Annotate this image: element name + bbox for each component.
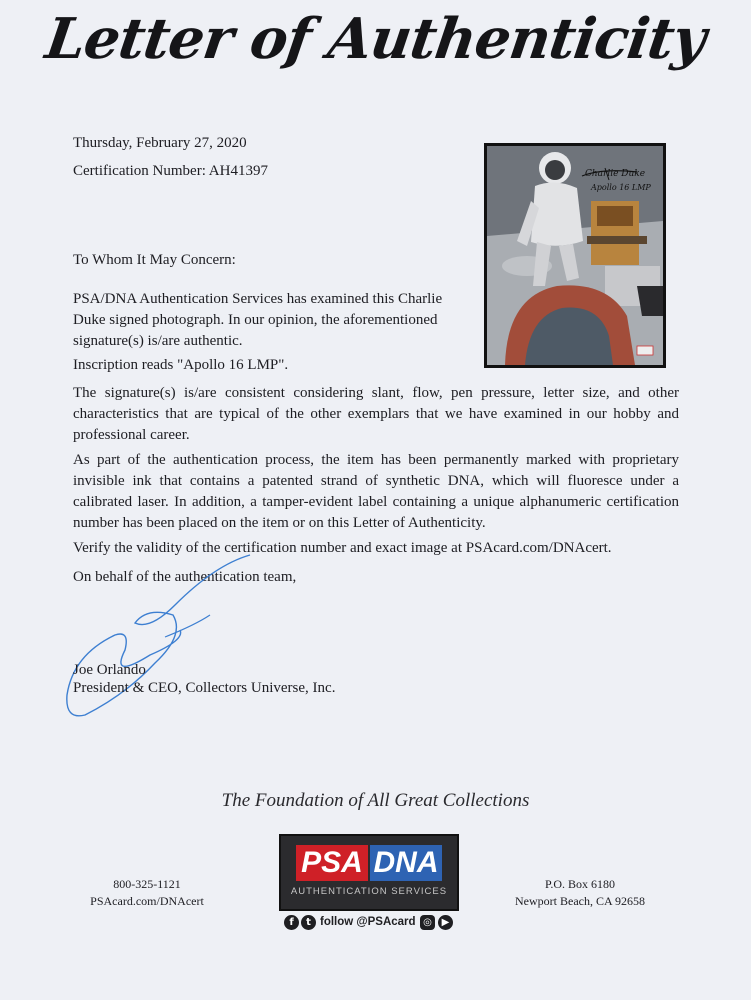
logo-subtitle: AUTHENTICATION SERVICES [290,886,448,897]
paragraph-verify: Verify the validity of the certification number and exact image at PSAcard.com/DNAcert. [73,540,612,556]
letter-title: Letter of Authenticity [41,6,710,72]
photo-inscription: Apollo 16 LMP [591,183,651,192]
logo-dna-block: DNA [370,845,442,881]
greeting: To Whom It May Concern: [73,252,236,268]
paragraph-inscription: Inscription reads "Apollo 16 LMP". [73,357,289,373]
letter-date: Thursday, February 27, 2020 [73,135,247,151]
photo-autograph: Charlie Duke [585,169,646,179]
signer-role: President & CEO, Collectors Universe, Inc. [73,680,336,696]
follow-text: follow @PSAcard [320,916,416,928]
tamper-label [637,346,653,355]
youtube-icon[interactable]: ▶ [438,915,453,930]
signed-photograph [484,143,666,368]
contact-address [505,876,655,910]
contact-phone-web [72,876,222,910]
footer-tagline: The Foundation of All Great Collections [221,790,530,811]
facebook-icon[interactable]: f [284,915,299,930]
signer-name: Joe Orlando [73,662,146,678]
astronaut-photo-image [487,146,663,365]
social-bar [284,914,459,932]
footer-phone: 800-325-1121 [113,877,181,891]
footer-po-box: P.O. Box 6180 [544,877,615,891]
paragraph-examination: PSA/DNA Authentication Services has examined this Charlie Duke signed photograph. In our opinion, the aforementioned signature(s) is/are authentic. [73,291,443,349]
paragraph-dna-ink: As part of the authentication process, the item has been permanently marked with proprietary invisible ink that contains a patented strand of synthetic DNA, which will fluoresce under a calibrated laser. In addition, a tamper-evident label containing a unique alphanumeric certification number has been placed on the item or on this Letter of Authenticity. [73,452,679,531]
footer-website: PSAcard.com/DNAcert [90,894,204,908]
instagram-icon[interactable]: ◎ [420,915,435,930]
footer-city: Newport Beach, CA 92658 [515,894,645,908]
paragraph-signature-analysis: The signature(s) is/are consistent considering slant, flow, pen pressure, letter size, and other characteristics that are typical of the other exemplars that we have examined in our hobby and professional career. [73,385,679,443]
paragraph-behalf: On behalf of the authentication team, [73,569,297,585]
logo-psa-block: PSA [296,845,368,881]
certification-number: Certification Number: AH41397 [73,163,268,179]
psa-dna-logo [279,834,459,911]
twitter-icon[interactable]: t [301,915,316,930]
